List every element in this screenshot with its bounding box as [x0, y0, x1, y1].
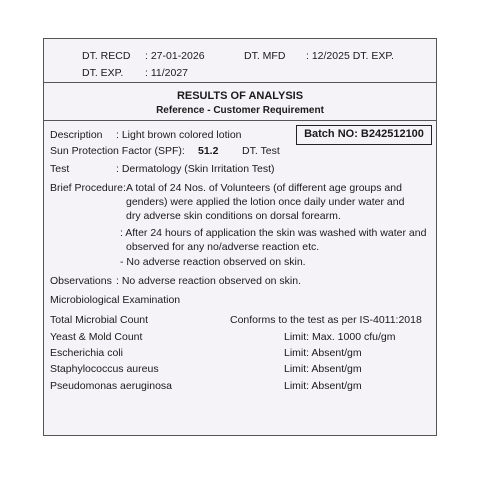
- micro-name: Pseudomonas aeruginosa: [50, 380, 173, 392]
- exp-value: : 11/2027: [145, 67, 189, 79]
- brief-line: observed for any no/adverse reaction etc.: [126, 241, 320, 253]
- brief-line: - No adverse reaction observed on skin.: [120, 256, 306, 268]
- brief-line: A total of 24 Nos. of Volunteers (of different age groups and: [126, 182, 402, 194]
- micro-name: Escherichia coli: [50, 347, 123, 359]
- mfd-value: : 12/2025 DT. EXP.: [306, 50, 394, 62]
- test-value: : Dermatology (Skin Irritation Test): [116, 163, 275, 175]
- brief-line: dry adverse skin conditions on dorsal forearm.: [126, 210, 341, 222]
- micro-name: Total Microbial Count: [50, 314, 149, 326]
- analysis-report: [43, 38, 437, 436]
- description-label: Description: [50, 129, 103, 141]
- brief-label: Brief Procedure:: [50, 182, 126, 194]
- brief-line: : After 24 hours of application the skin was washed with water and: [120, 227, 427, 239]
- observations-label: Observations: [50, 275, 112, 287]
- brief-line: genders) were applied the lotion once daily under water and: [126, 196, 405, 208]
- test-label: Test: [50, 163, 70, 175]
- report-subtitle: Reference - Customer Requirement: [156, 105, 324, 116]
- spf-label: Sun Protection Factor (SPF):: [50, 145, 185, 157]
- recd-label: DT. RECD: [82, 50, 131, 62]
- micro-limit: Limit: Absent/gm: [284, 380, 362, 392]
- batch-number-box: Batch NO: B242512100: [296, 125, 432, 145]
- description-value: : Light brown colored lotion: [116, 129, 242, 141]
- micro-limit: Limit: Absent/gm: [284, 363, 362, 375]
- micro-limit: Limit: Absent/gm: [284, 347, 362, 359]
- micro-name: Staphylococcus aureus: [50, 363, 159, 375]
- observations-value: : No adverse reaction observed on skin.: [116, 275, 302, 287]
- micro-name: Yeast & Mold Count: [50, 331, 143, 343]
- report-title: RESULTS OF ANALYSIS: [176, 90, 304, 102]
- mfd-label: DT. MFD: [244, 50, 286, 62]
- report-title-block: [44, 83, 436, 121]
- spf-value: 51.2: [198, 145, 219, 157]
- micro-heading: Microbiological Examination: [50, 294, 181, 306]
- recd-value: : 27-01-2026: [145, 50, 205, 62]
- exp-label: DT. EXP.: [82, 67, 124, 79]
- dates-header: [44, 39, 436, 83]
- spf-extra: DT. Test: [242, 145, 280, 157]
- micro-limit: Conforms to the test as per IS-4011:2018: [230, 314, 422, 326]
- micro-limit: Limit: Max. 1000 cfu/gm: [284, 331, 396, 343]
